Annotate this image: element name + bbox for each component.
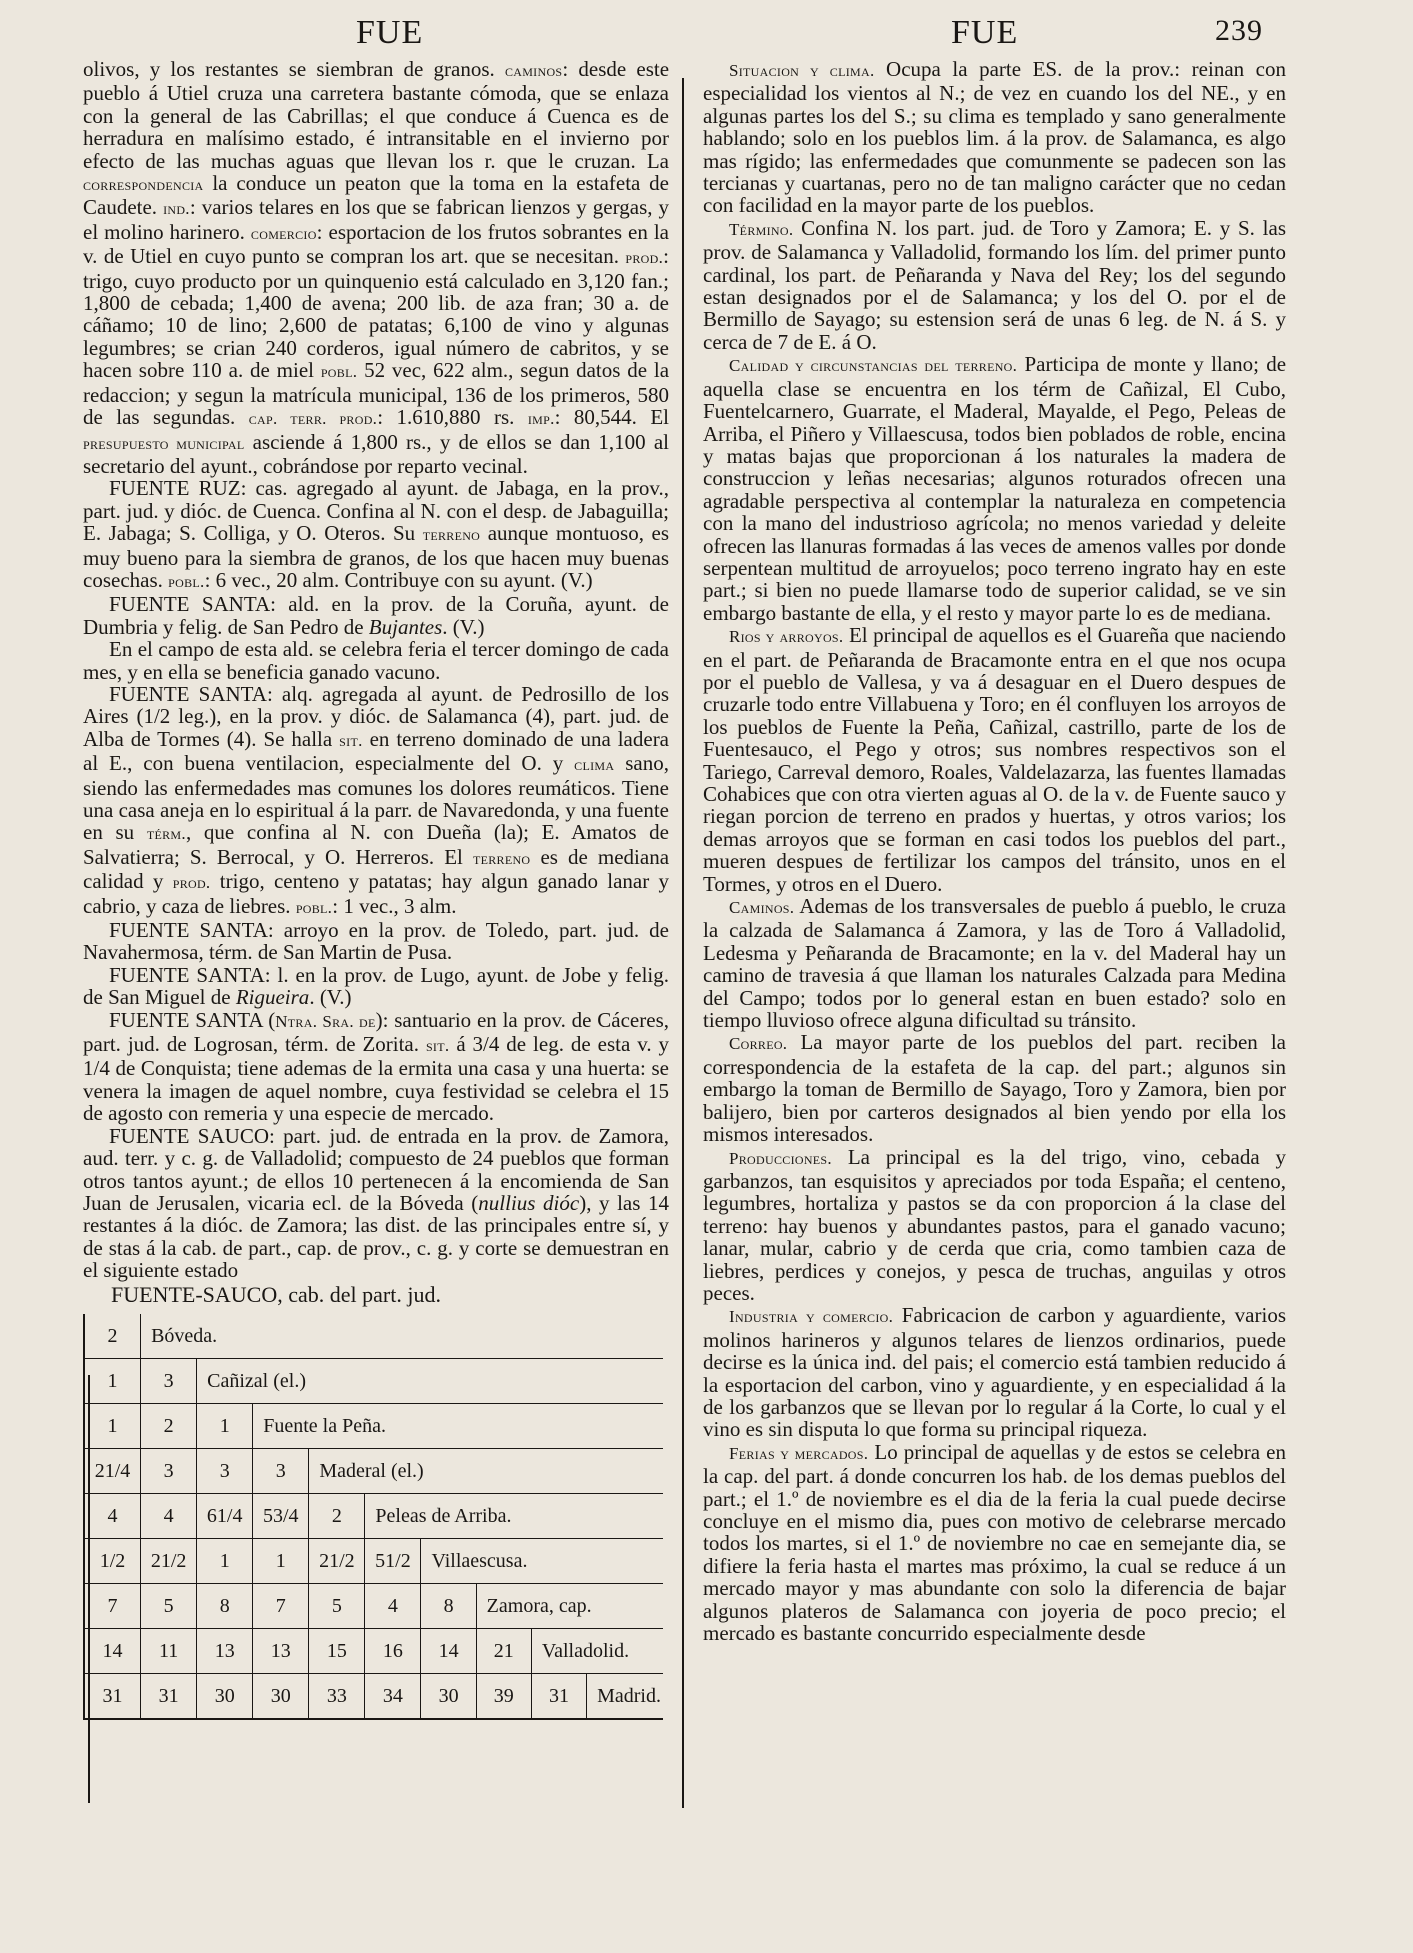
table-row: [84, 1358, 663, 1403]
distance-cell: 39: [476, 1673, 531, 1719]
section-rios-arroyos: Rios y arroyos. El principal de aquellos es el Guareña que naciendo en el part. de Peñaranda de Bracamonte entra en el que nos ocupa por el pueblo de Vallesa, y va á desaguar en el Duero despues de cruzarle todo entre Villabuena y Toro; en él confluyen los arroyos de los pueblos de Fuente la Peña, Cañizal, castrillo, parte de los de Fuentesauco, el Pego y otros; sus nombres respectivos son el Tariego, Carreval demoro, Roales, Valdelazarza, las fuentes llamadas Cohabices que con otra vierten aguas al O. de la v. de Fuente sauco y riegan porcion de terreno en prados y huertas, y otros varios; los demas arroyos que se forman en casi todos los pueblos del part., mueren despues de fertilizar los campos del tránsito, unos en el Tormes, y otros en el Duero.: [703, 623, 1287, 896]
entry-fuente-santa-santuario: FUENTE SANTA (Ntra. Sra. de): santuario en la prov. de Cáceres, part. jud. de Logrosan, térm. de Zorita. sit. á 3/4 de leg. de esta v. y 1/4 de Conquista; tiene ademas de la ermita una casa y una huerta: se venera la imagen de aquel nombre, cuya festividad se celebra el 15 de agosto con remeria y una especie de mercado.: [83, 1007, 669, 1126]
distance-cell: 1: [197, 1403, 253, 1448]
running-head-right: FUE: [951, 14, 1019, 51]
section-correo: Correo. La mayor parte de los pueblos del part. reciben la correspondencia de la estafeta de la cap. del part.; algunos sin embargo la toman de Bermillo de Sayago, Toro y Zamora, bien por balijero, bien por carteros designados al bien yendo por ella los mismos interesados.: [703, 1030, 1287, 1147]
distance-cell: 14: [84, 1628, 141, 1673]
town-name-cell: Madrid.: [587, 1673, 663, 1719]
distance-cell: 2: [84, 1314, 141, 1359]
table-row: [84, 1493, 663, 1538]
town-name-cell: Bóveda.: [141, 1314, 663, 1359]
distance-cell: 13: [197, 1628, 253, 1673]
section-producciones: Producciones. La principal es la del trigo, vino, cebada y garbanzos, tan esquisitos y apreciados por toda España; el centeno, legumbres, hortaliza y pastos se da con proporcion á la clase del terreno: hay buenos y abundantes pastos, para el ganado vacuno; lanar, mular, cabrio y de cerda que cria, como tambien caza de liebres, perdices y conejos, y pesca de truchas, anguilas y otros peces.: [703, 1144, 1287, 1305]
distance-cell: 8: [421, 1583, 476, 1628]
distance-cell: 3: [141, 1358, 197, 1403]
section-caminos: Caminos. Ademas de los transversales de pueblo á pueblo, le cruza la calzada de Salamanca á Zamora, y las de Toro á Valladolid, Ledesma y Peñaranda de Bracamonte; en la v. del Maderal hay un camino de travesia á que llaman los naturales Calzada para Medina del Campo; todos por lo general estan en buen estado? solo en tiempo lluvioso ofrece alguna dificultad su tránsito.: [703, 894, 1287, 1033]
table-row: [84, 1448, 663, 1493]
distance-cell: 1: [84, 1403, 141, 1448]
right-column: [703, 58, 1286, 1644]
table-row: [84, 1538, 663, 1583]
paragraph-requena-cont: olivos, y los restantes se siembran de granos. caminos: desde este pueblo á Utiel cruza una carretera bastante cómoda, que se enlaza con la general de las Cabrillas; el que conduce á Cuenca es de herradura en malísimo estado, é intransitable en el invierno por efecto de las muchas aguas que llevan los r. que le cruzan. La correspondencia la conduce un peaton que la toma en la estafeta de Caudete. ind.: varios telares en los que se fabrican lienzos y gergas, y el molino harinero. comercio: esportacion de los frutos sobrantes en la v. de Utiel en cuyo punto se compran los art. que se necesitan. prod.: trigo, cuyo producto por un quinquenio está calculado en 3,120 fan.; 1,800 de cebada; 1,400 de avena; 200 lib. de aza fran; 30 a. de cáñamo; 10 de lino; 2,600 de patatas; 6,100 de vino y algunas legumbres; se crian 240 corderos, igual número de cabritos, y se hacen sobre 110 a. de miel pobl. 52 vec, 622 alm., segun datos de la redaccion; y segun la matrícula municipal, 136 de los primeros, 580 de las segundas. cap. terr. prod.: 1.610,880 rs. imp.: 80,544. El presupuesto municipal asciende á 1,800 rs., y de ellos se dan 1,100 al secretario del ayunt., cobrándose por reparto vecinal.: [83, 57, 670, 478]
distance-cell: 1: [84, 1358, 141, 1403]
distance-cell: 1: [197, 1538, 253, 1583]
entry-fuente-ruz: FUENTE RUZ: cas. agregado al ayunt. de Jabaga, en la prov., part. jud. y dióc. de Cuenca. Confina al N. con el desp. de Jabaguilla; E. Jabaga; S. Colliga, y O. Oteros. Su terreno aunque montuoso, es muy bueno para la siembra de granos, de los que hacen muy buenas cosechas. pobl.: 6 vec., 20 alm. Contribuye con su ayunt. (V.): [83, 476, 670, 592]
distance-cell: 51/2: [365, 1538, 421, 1583]
distance-cell: 7: [84, 1583, 141, 1628]
distance-cell: 15: [309, 1628, 365, 1673]
distance-cell: 1/2: [84, 1538, 141, 1583]
section-industria-comercio: Industria y comercio. Fabricacion de carbon y aguardiente, varios molinos harineros y algunos telares de lienzos ordinarios, puede decirse es la única ind. del pais; el comercio está tambien reducido á la esportacion del carbon, vino y aguardiente, y en especialidad á la de los garbanzos que se llevan por lo regular á la Corte, lo cual y el vino es sin disputa lo que forma su principal riqueza.: [703, 1303, 1286, 1442]
distance-cell: 33: [309, 1673, 365, 1719]
entry-fuente-santa-coruna-feria: En el campo de esta ald. se celebra feria el tercer domingo de cada mes, y en ella se beneficia ganado vacuno.: [83, 637, 669, 684]
distance-cell: 8: [197, 1583, 253, 1628]
distance-cell: 30: [197, 1673, 253, 1719]
distance-cell: 16: [365, 1628, 421, 1673]
entry-fuente-santa-lugo: FUENTE SANTA: l. en la prov. de Lugo, ayunt. de Jobe y felig. de San Miguel de Rigueira. (V.): [83, 962, 669, 1010]
distance-cell: 5: [141, 1583, 197, 1628]
distance-cell: 61/4: [197, 1493, 253, 1538]
distance-cell: 13: [253, 1628, 309, 1673]
distance-cell: 3: [141, 1448, 197, 1493]
distance-cell: 31: [141, 1673, 197, 1719]
town-name-cell: Peleas de Arriba.: [365, 1493, 663, 1538]
distance-cell: 4: [84, 1493, 141, 1538]
left-column: [83, 58, 669, 1720]
distance-cell: 7: [253, 1583, 309, 1628]
entry-fuente-santa-toledo: FUENTE SANTA: arroyo en la prov. de Toledo, part. jud. de Navahermosa, térm. de San Martin de Pusa.: [83, 918, 669, 965]
distance-cell: 34: [365, 1673, 421, 1719]
distance-cell: 3: [253, 1448, 309, 1493]
distance-cell: 21/2: [309, 1538, 365, 1583]
distance-cell: 30: [253, 1673, 309, 1719]
distance-cell: 3: [197, 1448, 253, 1493]
section-ferias-mercados: Ferias y mercados. Lo principal de aquellas y de estos se celebra en la cap. del part. á donde concurren los hab. de los demas pueblos del part.; el 1.º de noviembre es el dia de la feria la cual puede decirse concluye en el mismo dia, pues con motivo de celebrarse mercado todos los martes, si el 1.º de noviembre no cae en semejante dia, se difiere la feria hasta el martes mas próximo, la cual se reduce á un mercado mayor y mas abundante con solo la diferencia de bajar algunos plateros de Salamanca con joyeria de poco precio; el mercado es bastante concurrido especialmente desde: [703, 1439, 1286, 1646]
distance-cell: 1: [253, 1538, 309, 1583]
table-row: [84, 1628, 663, 1673]
entry-fuente-sauco: FUENTE SAUCO: part. jud. de entrada en la prov. de Zamora, aud. terr. y c. g. de Valladolid; compuesto de 24 pueblos que forman otros tantos ayunt.; de ellos 10 pertenecen á la encomienda de San Juan de Jerusalen, vicaria ecl. de la Bóveda (nullius dióc), y las 14 restantes á la dióc. de Zamora; las dist. de las principales entre sí, y de stas á la cab. de part., cap. de prov., c. g. y corte se demuestran en el siguiente estado: [83, 1123, 670, 1283]
distance-cell: 2: [309, 1493, 365, 1538]
table-row: [84, 1403, 663, 1448]
section-calidad-terreno: Calidad y circunstancias del terreno. Participa de monte y llano; de aquella clase se encuentra en los térm de Cañizal, El Cubo, Fuentelcarnero, Guarrate, el Maderal, Mayalde, el Pego, Peleas de Arriba, el Piñero y Villaescusa, todos bien poblados de roble, encina y matas bajas que proporcionan á los naturales la madera de construccion y leñas necesarias; algunos roturados ofrecen una agradable perspectiva al contemplar la naturaleza en competencia con la mano del industrioso agrícola; no menos variedad y deleite ofrecen las llanuras formadas á las veces de amenos valles por donde serpentean multitud de arroyuelos; poco terreno ingrato hay en este part.; si bien no puede llamarse todo de superior calidad, se ve sin embargo bastante de ella, y el resto y mayor parte lo es de mediana.: [703, 352, 1287, 625]
distance-cell: 14: [421, 1628, 476, 1673]
town-name-cell: Maderal (el.): [309, 1448, 663, 1493]
table-title: FUENTE-SAUCO, cab. del part. jud.: [111, 1281, 441, 1307]
distance-cell: 11: [141, 1628, 197, 1673]
distance-cell: 31: [531, 1673, 586, 1719]
running-head-left: FUE: [356, 14, 424, 51]
table-row: [84, 1314, 663, 1359]
distance-cell: 4: [365, 1583, 421, 1628]
page-number: 239: [1215, 14, 1263, 47]
distance-cell: 53/4: [253, 1493, 309, 1538]
distance-cell: 21/2: [141, 1538, 197, 1583]
distance-cell: 21/4: [84, 1448, 141, 1493]
table-row: [84, 1583, 663, 1628]
distance-cell: 30: [421, 1673, 476, 1719]
column-divider: [682, 78, 684, 1808]
town-name-cell: Villaescusa.: [421, 1538, 663, 1583]
table-row: [84, 1673, 663, 1719]
town-name-cell: Valladolid.: [531, 1628, 663, 1673]
distance-cell: 4: [141, 1493, 197, 1538]
distance-table: [83, 1314, 663, 1720]
distance-cell: 31: [84, 1673, 141, 1719]
distance-cell: 2: [141, 1403, 197, 1448]
distance-cell: 21: [476, 1628, 531, 1673]
entry-fuente-santa-coruna: FUENTE SANTA: ald. en la prov. de la Coruña, ayunt. de Dumbria y felig. de San Pedro de Bujantes. (V.): [83, 592, 669, 639]
town-name-cell: Zamora, cap.: [476, 1583, 663, 1628]
distance-cell: 5: [309, 1583, 365, 1628]
town-name-cell: Cañizal (el.): [197, 1358, 663, 1403]
entry-fuente-santa-salamanca: FUENTE SANTA: alq. agregada al ayunt. de Pedrosillo de los Aires (1/2 leg.), en la prov. y dióc. de Salamanca (4), part. jud. de Alba de Tormes (4). Se halla sit. en terreno dominado de una ladera al E., con buena ventilacion, especialmente del O. y clima sano, siendo las enfermedades mas comunes los dolores reumáticos. Tiene una casa aneja en lo espiritual á la parr. de Navaredonda, y una fuente en su térm., que confina al N. con Dueña (la); E. Amatos de Salvatierra; S. Berrocal, y O. Herreros. El terreno es de mediana calidad y prod. trigo, centeno y patatas; hay algun ganado lanar y cabrio, y caza de liebres. pobl.: 1 vec., 3 alm.: [83, 681, 670, 918]
section-termino: Término. Confina N. los part. jud. de Toro y Zamora; E. y S. las prov. de Salamanca y Valladolid, formando los lím. del primer punto cardinal, los part. de Peñaranda y Nava del Rey; los del segundo estan designados por el de Salamanca; y los del O. por el de Bermillo de Sayago; su estension será de unas 6 leg. de N. á S. y cerca de 7 de E. á O.: [703, 215, 1287, 354]
section-situacion-clima: Situacion y clima. Ocupa la parte ES. de la prov.: reinan con especialidad los vientos al N.; de vez en cuando los del NE., y en algunas partes los del S.; su clima es templado y sano generalmente hablando; solo en los pueblos lim. á la prov. de Salamanca, es algo mas rígido; las enfermedades que comunmente se padecen son las tercianas y cuartanas, pero no de tan maligno carácter que no cedan con facilidad en la mayor parte de los pueblos.: [703, 57, 1286, 218]
town-name-cell: Fuente la Peña.: [253, 1403, 663, 1448]
